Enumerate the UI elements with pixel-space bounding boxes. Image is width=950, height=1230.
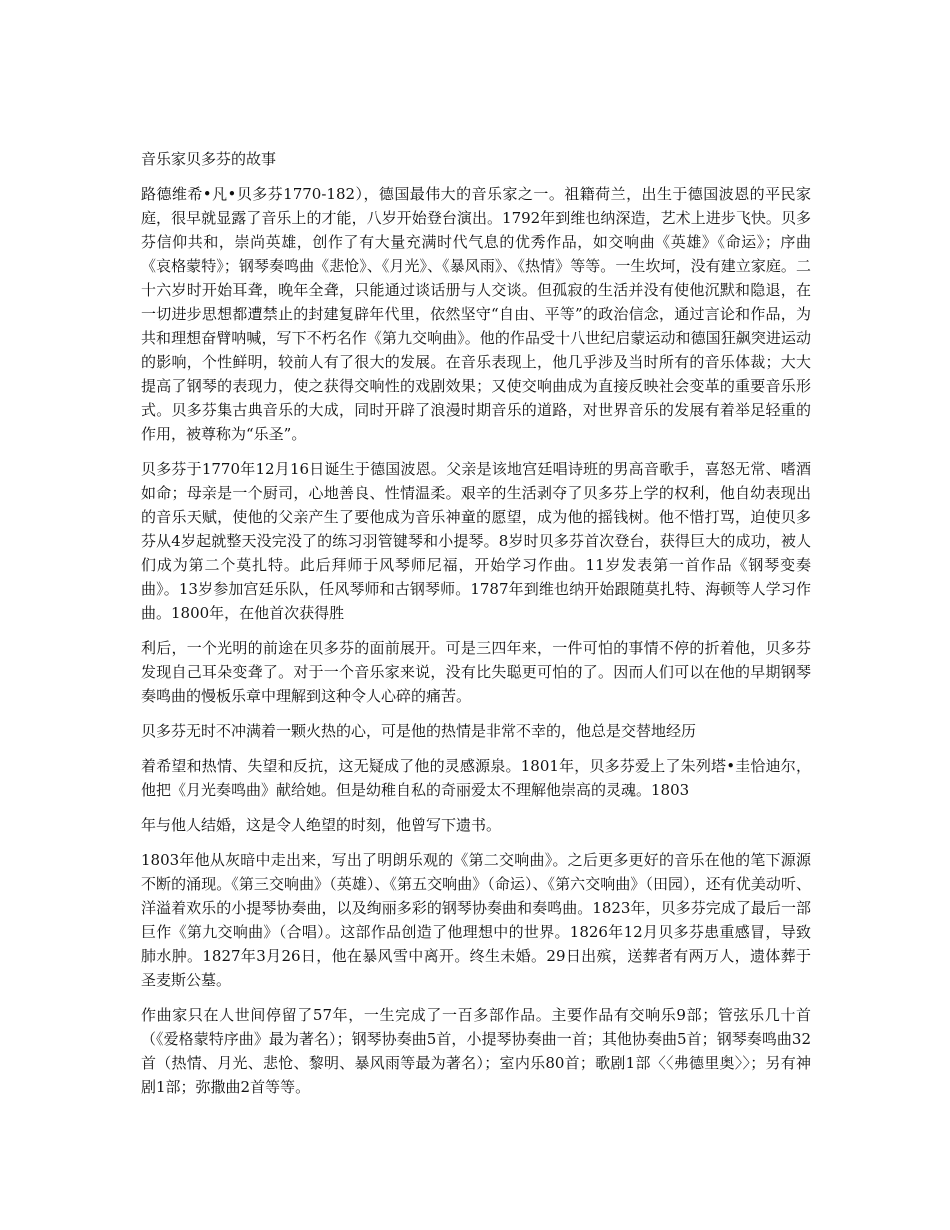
document-title: 音乐家贝多芬的故事 — [141, 150, 277, 168]
paragraph-passion: 贝多芬无时不冲满着一颗火热的心，可是他的热情是非常不幸的，他总是交替地经历 — [141, 722, 697, 740]
paragraph-despair: 年与他人结婚，这是令人绝望的时刻，他曾写下遗书。 — [141, 816, 502, 834]
paragraph-deafness: 利后，一个光明的前途在贝多芬的面前展开。可是三四年来，一件可怕的事情不停的折着他，贝多芬发现自己耳朵变聋了。对于一个音乐家来说，没有比失聪更可怕的了。因而人们可以在他的早期钢琴奏鸣曲的慢板乐章中理解到这种令人心碎的痛苦。 — [141, 639, 811, 705]
paragraph-works-summary: 作曲家只在人世间停留了57年，一生完成了一百多部作品。主要作品有交响乐9部；管弦乐几十首（《爱格蒙特序曲》最为著名）；钢琴协奏曲5首，小提琴协奏曲一首；其他协奏曲5首；钢琴奏鸣曲32首（热情、月光、悲怆、黎明、暴风雨等最为著名）；室内乐80首；歌剧1部〈〈弗德里奥〉〉；另有神剧1部；弥撒曲2首等等。 — [141, 1006, 811, 1096]
document-page — [141, 147, 811, 1110]
paragraph-love: 着希望和热情、失望和反抗，这无疑成了他的灵感源泉。1801年，贝多芬爱上了朱列塔•圭恰迪尔，他把《月光奏鸣曲》献给她。但是幼稚自私的奇丽爱太不理解他崇高的灵魂。1803 — [141, 757, 811, 799]
paragraph-early-life: 贝多芬于1770年12月16日诞生于德国波恩。父亲是该地宫廷唱诗班的男高音歌手，喜怒无常、嗜酒如命；母亲是一个厨司，心地善良、性情温柔。艰辛的生活剥夺了贝多芬上学的权利，他自幼表现出的音乐天赋，使他的父亲产生了要他成为音乐神童的愿望，成为他的摇钱树。他不惜打骂，迫使贝多芬从4岁起就整天没完没了的练习羽管键琴和小提琴。8岁时贝多芬首次登台，获得巨大的成功，被人们成为第二个莫扎特。此后拜师于风琴师尼福，开始学习作曲。11岁发表第一首作品《钢琴变奏曲》。13岁参加宫廷乐队，任风琴师和古钢琴师。1787年到维也纳开始跟随莫扎特、海顿等人学习作曲。1800年，在他首次获得胜 — [141, 460, 811, 622]
paragraph-later-works: 1803年他从灰暗中走出来，写出了明朗乐观的《第二交响曲》。之后更多更好的音乐在他的笔下源源不断的涌现。《第三交响曲》（英雄）、《第五交响曲》（命运）、《第六交响曲》（田园），还有优美动听、洋溢着欢乐的小提琴协奏曲，以及绚丽多彩的钢琴协奏曲和奏鸣曲。1823年，贝多芬完成了最后一部巨作《第九交响曲》（合唱）。这部作品创造了他理想中的世界。1826年12月贝多芬患重感冒，导致肺水肿。1827年3月26日，他在暴风雪中离开。终生未婚。29日出殡，送葬者有两万人，遗体葬于圣麦斯公墓。 — [141, 851, 811, 989]
paragraph-intro: 路德维希•凡•贝多芬1770-182），德国最伟大的音乐家之一。祖籍荷兰，出生于德国波恩的平民家庭，很早就显露了音乐上的才能，八岁开始登台演出。1792年到维也纳深造，艺术上进步飞快。贝多芬信仰共和，崇尚英雄，创作了有大量充满时代气息的优秀作品，如交响曲《英雄》《命运》；序曲《哀格蒙特》；钢琴奏鸣曲《悲怆》、《月光》、《暴风雨》、《热情》等等。一生坎坷，没有建立家庭。二十六岁时开始耳聋，晚年全聋，只能通过谈话册与人交谈。但孤寂的生活并没有使他沉默和隐退，在一切进步思想都遭禁止的封建复辟年代里，依然坚守“自由、平等”的政治信念，通过言论和作品，为共和理想奋臂呐喊，写下不朽名作《第九交响曲》。他的作品受十八世纪启蒙运动和德国狂飙突进运动的影响，个性鲜明，较前人有了很大的发展。在音乐表现上，他几乎涉及当时所有的音乐体裁；大大提高了钢琴的表现力，使之获得交响性的戏剧效果；又使交响曲成为直接反映社会变革的重要音乐形式。贝多芬集古典音乐的大成，同时开辟了浪漫时期音乐的道路，对世界音乐的发展有着举足轻重的作用，被尊称为“乐圣”。 — [141, 185, 811, 443]
